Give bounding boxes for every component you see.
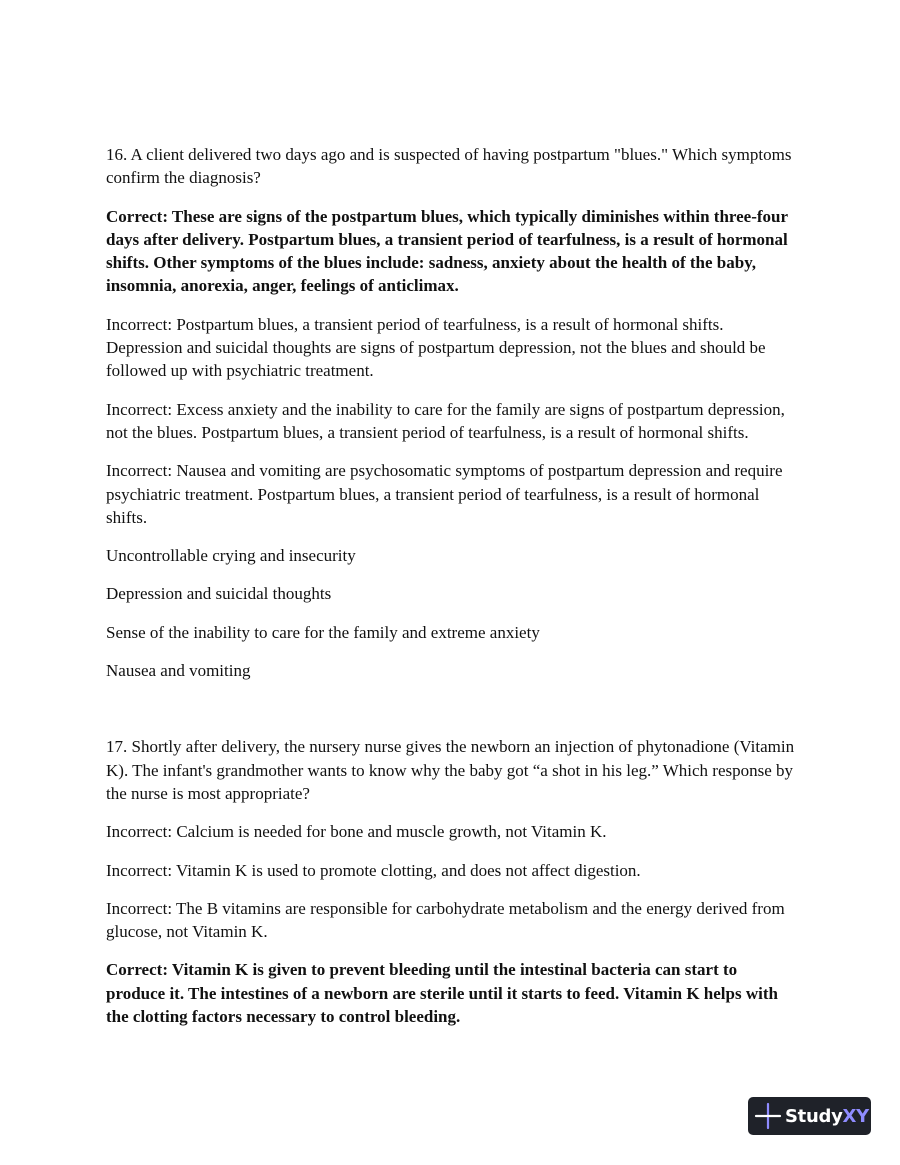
logo-wordmark: StudyXY — [785, 1105, 869, 1127]
plus-icon — [754, 1102, 782, 1130]
studyxy-logo — [748, 1097, 871, 1135]
q16-option-2: Depression and suicidal thoughts — [106, 584, 332, 604]
q16-option-4: Nausea and vomiting — [106, 661, 251, 681]
section-spacer — [106, 697, 796, 735]
q17-feedback-incorrect-1: Incorrect: Calcium is needed for bone and muscle growth, not Vitamin K. — [106, 822, 607, 842]
document-body — [106, 143, 796, 1043]
question-16: 16. A client delivered two days ago and is suspected of having postpartum "blues." Which symptoms confirm the diagnosis? — [106, 145, 792, 188]
q16-option-3: Sense of the inability to care for the family and extreme anxiety — [106, 622, 540, 642]
q17-feedback-incorrect-2: Incorrect: Vitamin K is used to promote clotting, and does not affect digestion. — [106, 860, 641, 880]
question-17: 17. Shortly after delivery, the nursery nurse gives the newborn an injection of phytonadione (Vitamin K). The infant's grandmother wants to know why the baby got “a shot in his leg.” Which response by the nurse is most appropriate? — [106, 737, 795, 803]
q16-feedback-incorrect-3: Incorrect: Nausea and vomiting are psychosomatic symptoms of postpartum depression and require psychiatric treatment. Postpartum blues, a transient period of tearfulness, is a result of hormonal shifts. — [106, 461, 783, 527]
q16-feedback-incorrect-2: Incorrect: Excess anxiety and the inability to care for the family are signs of postpartum depression, not the blues. Postpartum blues, a transient period of tearfulness, is a result of hormonal shifts. — [106, 399, 785, 442]
q16-feedback-incorrect-1: Incorrect: Postpartum blues, a transient period of tearfulness, is a result of hormonal shifts. Depression and suicidal thoughts are signs of postpartum depression, not the blues and should be followed up with psychiatric treatment. — [106, 314, 766, 381]
q17-feedback-correct: Correct: Vitamin K is given to prevent bleeding until the intestinal bacteria can start to produce it. The intestines of a newborn are sterile until it starts to feed. Vitamin K helps with the clotting factors necessary to control bleeding. — [106, 960, 778, 1027]
q16-feedback-correct: Correct: These are signs of the postpartum blues, which typically diminishes within three-four days after delivery. Postpartum blues, a transient period of tearfulness, is a result of hormonal shifts. Other symptoms of the blues include: sadness, anxiety about the health of the baby, insomnia, anorexia, anger, feelings of anticlimax. — [106, 206, 788, 296]
q16-option-1: Uncontrollable crying and insecurity — [106, 546, 356, 566]
q17-feedback-incorrect-3: Incorrect: The B vitamins are responsible for carbohydrate metabolism and the energy derived from glucose, not Vitamin K. — [106, 898, 785, 942]
